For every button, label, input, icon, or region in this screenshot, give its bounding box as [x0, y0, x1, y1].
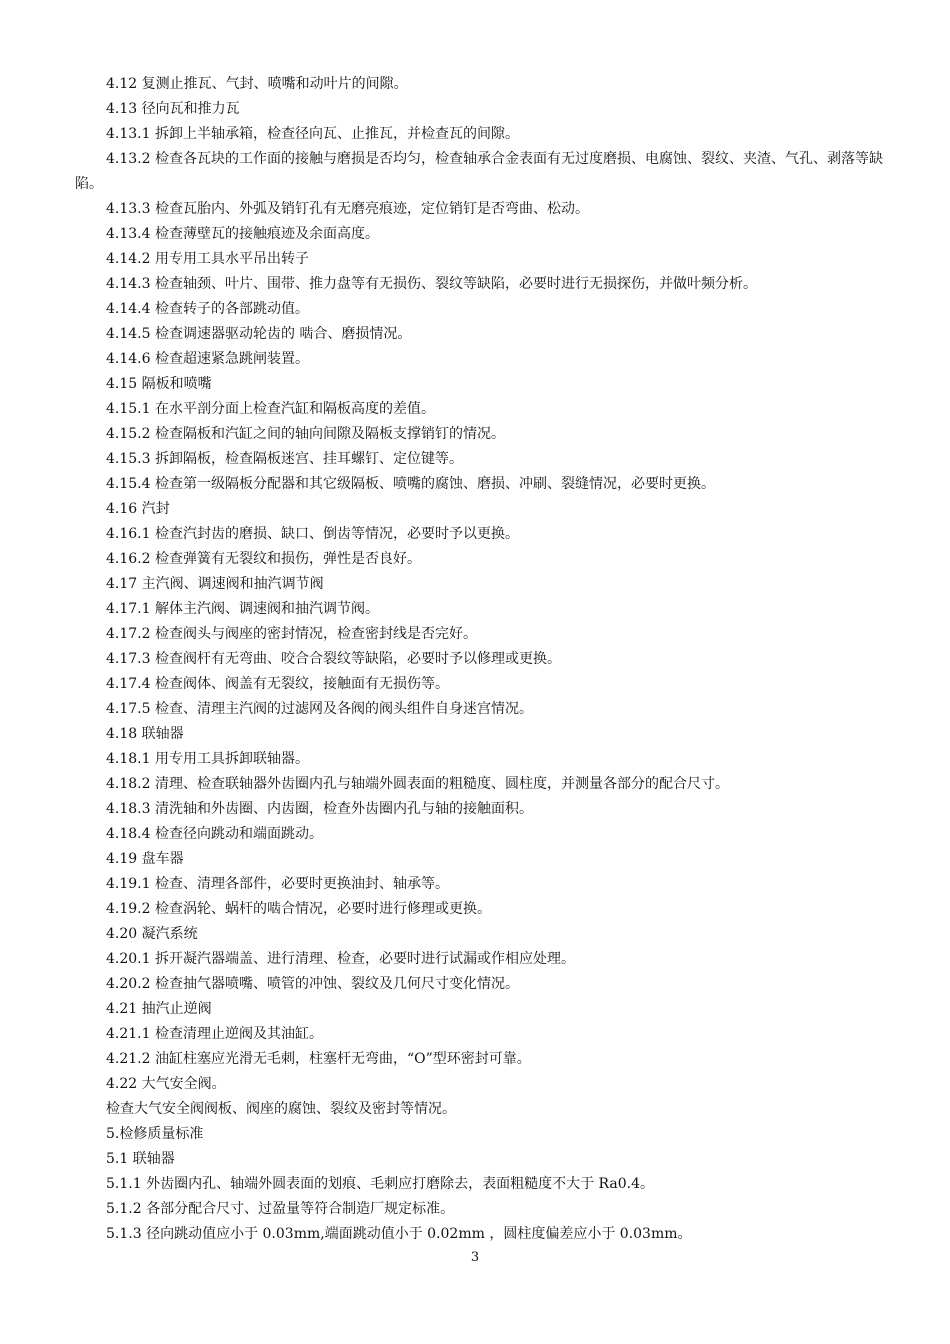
- text-line: 4.20.1 拆开凝汽器端盖、进行清理、检查，必要时进行试漏或作相应处理。: [106, 951, 575, 967]
- section-heading: 4.19 盘车器: [106, 851, 184, 867]
- text-line: 4.14.3 检查轴颈、叶片、围带、推力盘等有无损伤、裂纹等缺陷，必要时进行无损探伤，并做叶频分析。: [106, 276, 757, 292]
- text-line: 5.1.2 各部分配合尺寸、过盈量等符合制造厂规定标准。: [106, 1201, 455, 1217]
- text-line: 4.16.2 检查弹簧有无裂纹和损伤，弹性是否良好。: [106, 551, 421, 567]
- text-line: 5.1.1 外齿圈内孔、轴端外圆表面的划痕、毛刺应打磨除去，表面粗糙度不大于 Ra0.4。: [106, 1176, 654, 1192]
- text-line: 4.13.4 检查薄壁瓦的接触痕迹及余面高度。: [106, 226, 379, 242]
- text-line: 4.14.5 检查调速器驱动轮齿的 啮合、磨损情况。: [106, 326, 412, 342]
- text-line: 4.13.2 检查各瓦块的工作面的接触与磨损是否均匀，检查轴承合金表面有无过度磨损、电腐蚀、裂纹、夹渣、气孔、剥落等缺陷。: [75, 151, 883, 192]
- text-line: 4.18.3 清洗轴和外齿圈、内齿圈，检查外齿圈内孔与轴的接触面积。: [106, 801, 533, 817]
- text-line: 4.17.5 检查、清理主汽阀的过滤网及各阀的阀头组件自身迷宫情况。: [106, 701, 533, 717]
- text-line: 4.18.1 用专用工具拆卸联轴器。: [106, 751, 309, 767]
- text-line: 4.19.1 检查、清理各部件，必要时更换油封、轴承等。: [106, 876, 449, 892]
- section-heading: 4.21 抽汽止逆阀: [106, 1001, 212, 1017]
- text-body: [75, 72, 905, 1247]
- section-heading: 4.18 联轴器: [106, 726, 184, 742]
- text-line: 4.18.2 清理、检查联轴器外齿圈内孔与轴端外圆表面的粗糙度、圆柱度，并测量各部分的配合尺寸。: [106, 776, 729, 792]
- section-heading: 5.1 联轴器: [106, 1151, 175, 1167]
- text-line: 4.16.1 检查汽封齿的磨损、缺口、倒齿等情况，必要时予以更换。: [106, 526, 519, 542]
- text-line: 4.15.2 检查隔板和汽缸之间的轴向间隙及隔板支撑销钉的情况。: [106, 426, 505, 442]
- text-line: 4.17.3 检查阀杆有无弯曲、咬合合裂纹等缺陷，必要时予以修理或更换。: [106, 651, 561, 667]
- section-heading: 4.20 凝汽系统: [106, 926, 198, 942]
- text-line: 4.17.1 解体主汽阀、调速阀和抽汽调节阀。: [106, 601, 379, 617]
- section-heading: 4.22 大气安全阀。: [106, 1076, 226, 1092]
- text-line: 4.15.4 检查第一级隔板分配器和其它级隔板、喷嘴的腐蚀、磨损、冲刷、裂缝情况，必要时更换。: [106, 476, 715, 492]
- section-heading: 4.15 隔板和喷嘴: [106, 376, 212, 392]
- text-line: 4.14.2 用专用工具水平吊出转子: [106, 251, 309, 267]
- text-line: 检查大气安全阀阀板、阀座的腐蚀、裂纹及密封等情况。: [106, 1101, 456, 1117]
- text-line: 4.17.2 检查阀头与阀座的密封情况，检查密封线是否完好。: [106, 626, 477, 642]
- text-line: 4.14.4 检查转子的各部跳动值。: [106, 301, 309, 317]
- chapter-heading: 5.检修质量标准: [106, 1126, 204, 1142]
- text-line: 4.19.2 检查涡轮、蜗杆的啮合情况，必要时进行修理或更换。: [106, 901, 491, 917]
- text-line: 4.21.1 检查清理止逆阀及其油缸。: [106, 1026, 323, 1042]
- page-number: 3: [470, 1250, 480, 1265]
- section-heading: 4.13 径向瓦和推力瓦: [106, 101, 240, 117]
- text-line: 4.15.3 拆卸隔板，检查隔板迷宫、挂耳螺钉、定位键等。: [106, 451, 463, 467]
- text-line: 4.12 复测止推瓦、气封、喷嘴和动叶片的间隙。: [106, 76, 408, 92]
- text-line: 4.18.4 检查径向跳动和端面跳动。: [106, 826, 323, 842]
- text-line: 4.21.2 油缸柱塞应光滑无毛刺，柱塞杆无弯曲，“O”型环密封可靠。: [106, 1051, 531, 1067]
- text-line: 4.17.4 检查阀体、阀盖有无裂纹，接触面有无损伤等。: [106, 676, 449, 692]
- text-line: 4.14.6 检查超速紧急跳闸装置。: [106, 351, 309, 367]
- text-line: 4.20.2 检查抽气器喷嘴、喷管的冲蚀、裂纹及几何尺寸变化情况。: [106, 976, 519, 992]
- text-line: 4.15.1 在水平剖分面上检查汽缸和隔板高度的差值。: [106, 401, 435, 417]
- text-line: 4.13.3 检查瓦胎内、外弧及销钉孔有无磨亮痕迹，定位销钉是否弯曲、松动。: [106, 201, 589, 217]
- text-line: 4.13.1 拆卸上半轴承箱，检查径向瓦、止推瓦，并检查瓦的间隙。: [106, 126, 519, 142]
- section-heading: 4.16 汽封: [106, 501, 170, 517]
- section-heading: 4.17 主汽阀、调速阀和抽汽调节阀: [106, 576, 324, 592]
- text-line: 5.1.3 径向跳动值应小于 0.03mm,端面跳动值小于 0.02mm ，圆柱度偏差应小于 0.03mm。: [106, 1226, 692, 1242]
